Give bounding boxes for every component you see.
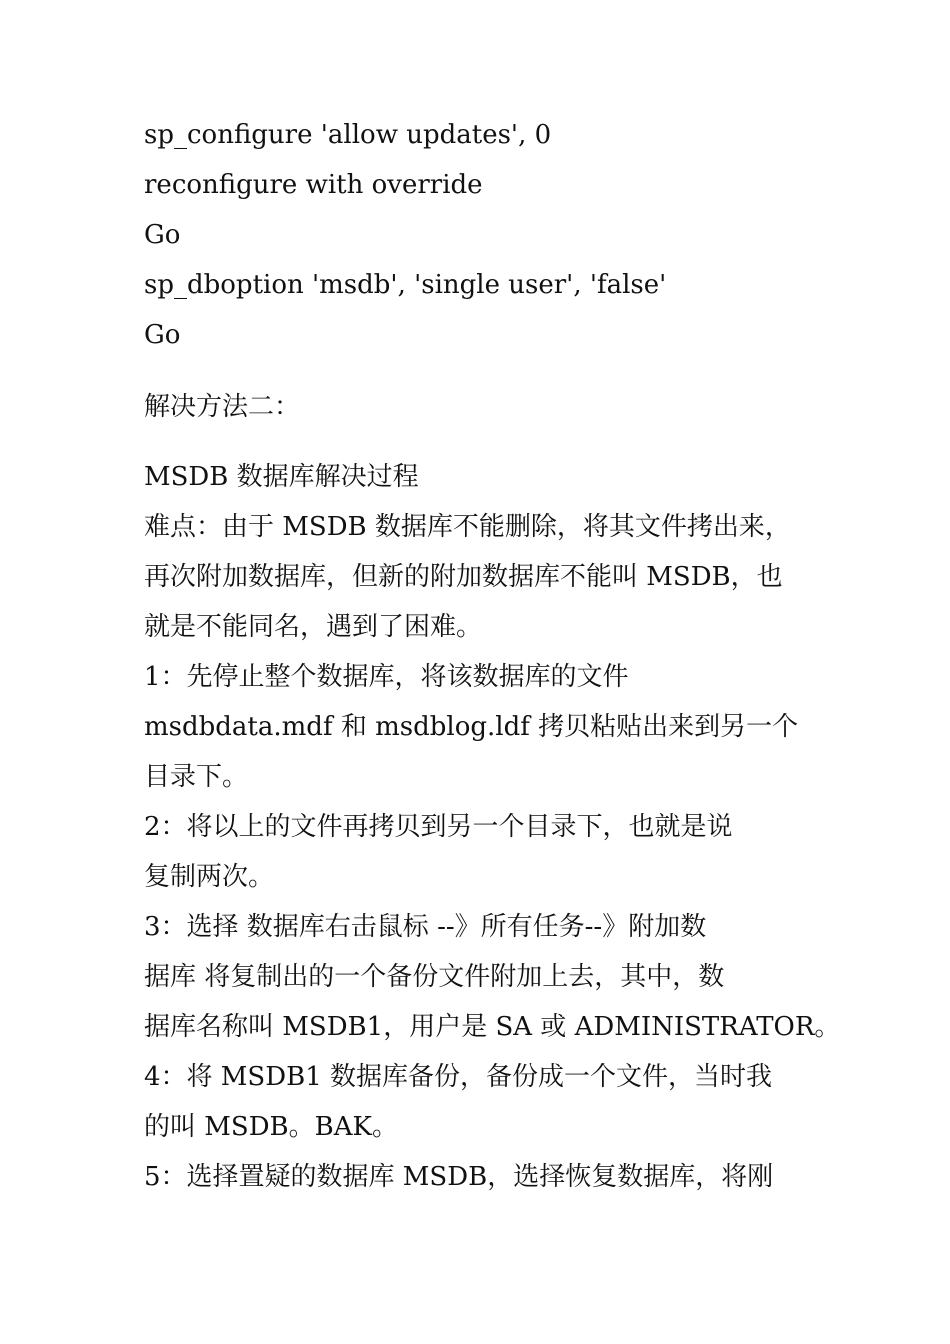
- text-line: 复制两次。: [144, 862, 275, 892]
- text-line: 据库 将复制出的一个备份文件附加上去，其中，数: [144, 962, 725, 992]
- text-line: 3：选择 数据库右击鼠标 --》所有任务--》附加数: [144, 912, 707, 942]
- code-line: sp_configure 'allow updates', 0: [144, 120, 552, 150]
- text-line: 5：选择置疑的数据库 MSDB，选择恢复数据库，将刚: [144, 1162, 774, 1192]
- document-body: [144, 110, 841, 1202]
- code-line: Go: [144, 320, 181, 350]
- spacer: [144, 432, 824, 452]
- text-line: 的叫 MSDB。BAK。: [144, 1112, 398, 1142]
- text-line: 就是不能同名，遇到了困难。: [144, 612, 483, 642]
- code-line: reconfigure with override: [144, 170, 483, 200]
- text-line: 目录下。: [144, 762, 249, 792]
- text-line: 难点：由于 MSDB 数据库不能删除，将其文件拷出来，: [144, 512, 791, 542]
- text-line: msdbdata.mdf 和 msdblog.ldf 拷贝粘贴出来到另一个: [144, 712, 799, 742]
- subheading: MSDB 数据库解决过程: [144, 462, 419, 492]
- text-line: 2：将以上的文件再拷贝到另一个目录下，也就是说: [144, 812, 733, 842]
- code-line: Go: [144, 220, 181, 250]
- spacer: [144, 360, 824, 382]
- procedure-text: [144, 502, 841, 1202]
- text-line: 据库名称叫 MSDB1，用户是 SA 或 ADMINISTRATOR。: [144, 1012, 841, 1042]
- sql-code-block: [144, 110, 824, 360]
- code-line: sp_dboption 'msdb', 'single user', 'false': [144, 270, 667, 300]
- text-line: 再次附加数据库，但新的附加数据库不能叫 MSDB，也: [144, 562, 783, 592]
- text-line: 4：将 MSDB1 数据库备份，备份成一个文件，当时我: [144, 1062, 772, 1092]
- text-line: 1：先停止整个数据库，将该数据库的文件: [144, 662, 629, 692]
- section-heading: 解决方法二：: [144, 392, 301, 422]
